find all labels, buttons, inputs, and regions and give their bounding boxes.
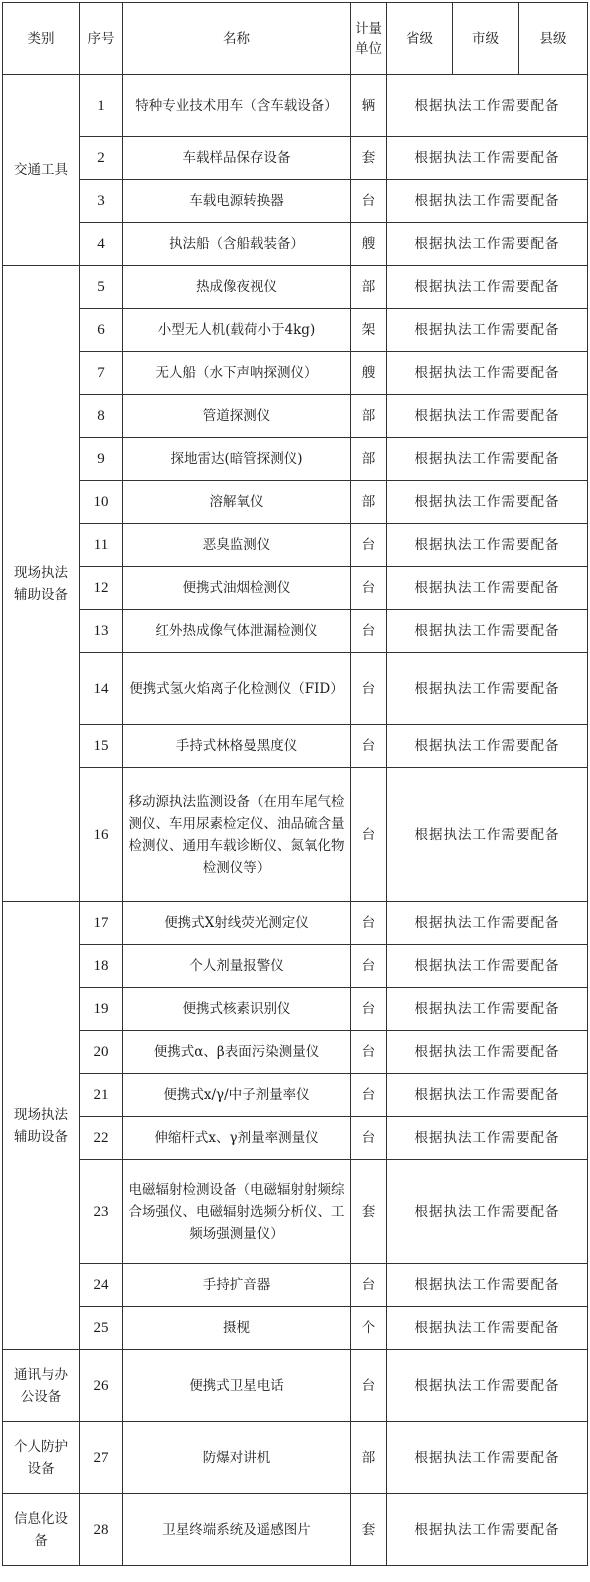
config-cell: 根据执法工作需要配备 — [387, 768, 588, 902]
unit-cell: 个 — [351, 1307, 387, 1350]
config-cell: 根据执法工作需要配备 — [387, 352, 588, 395]
unit-cell: 台 — [351, 902, 387, 945]
table-row — [3, 1117, 588, 1160]
name-cell: 执法船（含船载装备） — [123, 223, 351, 266]
seq-cell: 4 — [80, 223, 123, 266]
config-cell: 根据执法工作需要配备 — [387, 945, 588, 988]
name-cell: 便携式卫星电话 — [123, 1350, 351, 1422]
table-row — [3, 180, 588, 223]
table-row — [3, 1031, 588, 1074]
config-cell: 根据执法工作需要配备 — [387, 1160, 588, 1264]
table-row — [3, 1074, 588, 1117]
name-cell: 特种专业技术用车（含车载设备） — [123, 75, 351, 137]
name-cell: 电磁辐射检测设备（电磁辐射射频综合场强仪、电磁辐射选频分析仪、工频场强测量仪） — [123, 1160, 351, 1264]
seq-cell: 28 — [80, 1494, 123, 1566]
seq-cell: 2 — [80, 137, 123, 180]
unit-cell: 台 — [351, 945, 387, 988]
unit-cell: 艘 — [351, 352, 387, 395]
name-cell: 车载电源转换器 — [123, 180, 351, 223]
seq-cell: 10 — [80, 481, 123, 524]
table-row — [3, 1350, 588, 1422]
config-cell: 根据执法工作需要配备 — [387, 481, 588, 524]
name-cell: 便携式氢火焰离子化检测仪（FID） — [123, 653, 351, 725]
name-cell: 红外热成像气体泄漏检测仪 — [123, 610, 351, 653]
name-cell: 探地雷达(暗管探测仪) — [123, 438, 351, 481]
name-cell: 便携式油烟检测仪 — [123, 567, 351, 610]
table-row — [3, 1264, 588, 1307]
table-row — [3, 610, 588, 653]
header-name: 名称 — [123, 3, 351, 75]
config-cell: 根据执法工作需要配备 — [387, 988, 588, 1031]
config-cell: 根据执法工作需要配备 — [387, 1264, 588, 1307]
name-cell: 防爆对讲机 — [123, 1422, 351, 1494]
unit-cell: 套 — [351, 1494, 387, 1566]
unit-cell: 辆 — [351, 75, 387, 137]
unit-cell: 台 — [351, 1264, 387, 1307]
seq-cell: 9 — [80, 438, 123, 481]
seq-cell: 7 — [80, 352, 123, 395]
seq-cell: 20 — [80, 1031, 123, 1074]
table-row — [3, 223, 588, 266]
table-row — [3, 75, 588, 137]
config-cell: 根据执法工作需要配备 — [387, 1307, 588, 1350]
config-cell: 根据执法工作需要配备 — [387, 1350, 588, 1422]
config-cell: 根据执法工作需要配备 — [387, 395, 588, 438]
seq-cell: 13 — [80, 610, 123, 653]
name-cell: 热成像夜视仪 — [123, 266, 351, 309]
config-cell: 根据执法工作需要配备 — [387, 309, 588, 352]
table-row — [3, 524, 588, 567]
table-row — [3, 1494, 588, 1566]
seq-cell: 15 — [80, 725, 123, 768]
name-cell: 便携式核素识别仪 — [123, 988, 351, 1031]
seq-cell: 19 — [80, 988, 123, 1031]
equipment-table — [2, 2, 588, 1566]
config-cell: 根据执法工作需要配备 — [387, 653, 588, 725]
unit-cell: 台 — [351, 1117, 387, 1160]
unit-cell: 台 — [351, 567, 387, 610]
table-row — [3, 725, 588, 768]
seq-cell: 5 — [80, 266, 123, 309]
config-cell: 根据执法工作需要配备 — [387, 1031, 588, 1074]
config-cell: 根据执法工作需要配备 — [387, 1494, 588, 1566]
name-cell: 溶解氧仪 — [123, 481, 351, 524]
unit-cell: 台 — [351, 180, 387, 223]
config-cell: 根据执法工作需要配备 — [387, 438, 588, 481]
seq-cell: 14 — [80, 653, 123, 725]
config-cell: 根据执法工作需要配备 — [387, 725, 588, 768]
header-city: 市级 — [453, 3, 519, 75]
unit-cell: 台 — [351, 1350, 387, 1422]
config-cell: 根据执法工作需要配备 — [387, 75, 588, 137]
unit-cell: 台 — [351, 768, 387, 902]
table-row — [3, 653, 588, 725]
table-row — [3, 266, 588, 309]
seq-cell: 1 — [80, 75, 123, 137]
config-cell: 根据执法工作需要配备 — [387, 266, 588, 309]
name-cell: 移动源执法监测设备（在用车尾气检测仪、车用尿素检定仪、油品硫含量检测仪、通用车载诊断仪、氮氧化物检测仪等） — [123, 768, 351, 902]
category-cell: 通讯与办公设备 — [3, 1350, 80, 1422]
seq-cell: 21 — [80, 1074, 123, 1117]
name-cell: 恶臭监测仪 — [123, 524, 351, 567]
table-row — [3, 902, 588, 945]
seq-cell: 22 — [80, 1117, 123, 1160]
name-cell: 无人船（水下声呐探测仪） — [123, 352, 351, 395]
unit-cell: 架 — [351, 309, 387, 352]
name-cell: 小型无人机(载荷小于4kg) — [123, 309, 351, 352]
seq-cell: 11 — [80, 524, 123, 567]
table-row — [3, 1422, 588, 1494]
unit-cell: 台 — [351, 1074, 387, 1117]
seq-cell: 26 — [80, 1350, 123, 1422]
table-row — [3, 945, 588, 988]
name-cell: 卫星终端系统及遥感图片 — [123, 1494, 351, 1566]
unit-cell: 部 — [351, 481, 387, 524]
config-cell: 根据执法工作需要配备 — [387, 567, 588, 610]
seq-cell: 17 — [80, 902, 123, 945]
seq-cell: 16 — [80, 768, 123, 902]
config-cell: 根据执法工作需要配备 — [387, 1117, 588, 1160]
seq-cell: 3 — [80, 180, 123, 223]
unit-cell: 台 — [351, 610, 387, 653]
table-body — [3, 75, 588, 1566]
config-cell: 根据执法工作需要配备 — [387, 1074, 588, 1117]
name-cell: 便携式α、β表面污染测量仪 — [123, 1031, 351, 1074]
name-cell: 便携式x/γ/中子剂量率仪 — [123, 1074, 351, 1117]
name-cell: 伸缩杆式x、γ剂量率测量仪 — [123, 1117, 351, 1160]
config-cell: 根据执法工作需要配备 — [387, 223, 588, 266]
unit-cell: 艘 — [351, 223, 387, 266]
seq-cell: 24 — [80, 1264, 123, 1307]
unit-cell: 部 — [351, 266, 387, 309]
header-seq: 序号 — [80, 3, 123, 75]
unit-cell: 部 — [351, 395, 387, 438]
header-county: 县级 — [519, 3, 588, 75]
table-row — [3, 352, 588, 395]
config-cell: 根据执法工作需要配备 — [387, 902, 588, 945]
seq-cell: 27 — [80, 1422, 123, 1494]
table-row — [3, 395, 588, 438]
name-cell: 摄枧 — [123, 1307, 351, 1350]
table-row — [3, 988, 588, 1031]
header-row — [3, 3, 588, 75]
header-category: 类别 — [3, 3, 80, 75]
table-row — [3, 137, 588, 180]
category-cell: 信息化设备 — [3, 1494, 80, 1566]
category-cell: 交通工具 — [3, 75, 80, 266]
table-row — [3, 1160, 588, 1264]
seq-cell: 6 — [80, 309, 123, 352]
table-row — [3, 481, 588, 524]
config-cell: 根据执法工作需要配备 — [387, 610, 588, 653]
unit-cell: 部 — [351, 438, 387, 481]
unit-cell: 台 — [351, 988, 387, 1031]
table-row — [3, 1307, 588, 1350]
header-unit: 计量单位 — [351, 3, 387, 75]
unit-cell: 台 — [351, 1031, 387, 1074]
unit-cell: 套 — [351, 1160, 387, 1264]
seq-cell: 8 — [80, 395, 123, 438]
config-cell: 根据执法工作需要配备 — [387, 1422, 588, 1494]
seq-cell: 18 — [80, 945, 123, 988]
unit-cell: 台 — [351, 524, 387, 567]
unit-cell: 部 — [351, 1422, 387, 1494]
table-row — [3, 768, 588, 902]
config-cell: 根据执法工作需要配备 — [387, 137, 588, 180]
seq-cell: 12 — [80, 567, 123, 610]
name-cell: 便携式X射线荧光测定仪 — [123, 902, 351, 945]
seq-cell: 23 — [80, 1160, 123, 1264]
name-cell: 车载样品保存设备 — [123, 137, 351, 180]
name-cell: 手持式林格曼黑度仪 — [123, 725, 351, 768]
config-cell: 根据执法工作需要配备 — [387, 524, 588, 567]
category-cell: 现场执法辅助设备 — [3, 266, 80, 902]
unit-cell: 台 — [351, 653, 387, 725]
seq-cell: 25 — [80, 1307, 123, 1350]
table-row — [3, 309, 588, 352]
header-province: 省级 — [387, 3, 453, 75]
category-cell: 个人防护设备 — [3, 1422, 80, 1494]
name-cell: 个人剂量报警仪 — [123, 945, 351, 988]
config-cell: 根据执法工作需要配备 — [387, 180, 588, 223]
category-cell: 现场执法辅助设备 — [3, 902, 80, 1350]
table-row — [3, 567, 588, 610]
name-cell: 管道探测仪 — [123, 395, 351, 438]
table-row — [3, 438, 588, 481]
unit-cell: 台 — [351, 725, 387, 768]
unit-cell: 套 — [351, 137, 387, 180]
name-cell: 手持扩音器 — [123, 1264, 351, 1307]
